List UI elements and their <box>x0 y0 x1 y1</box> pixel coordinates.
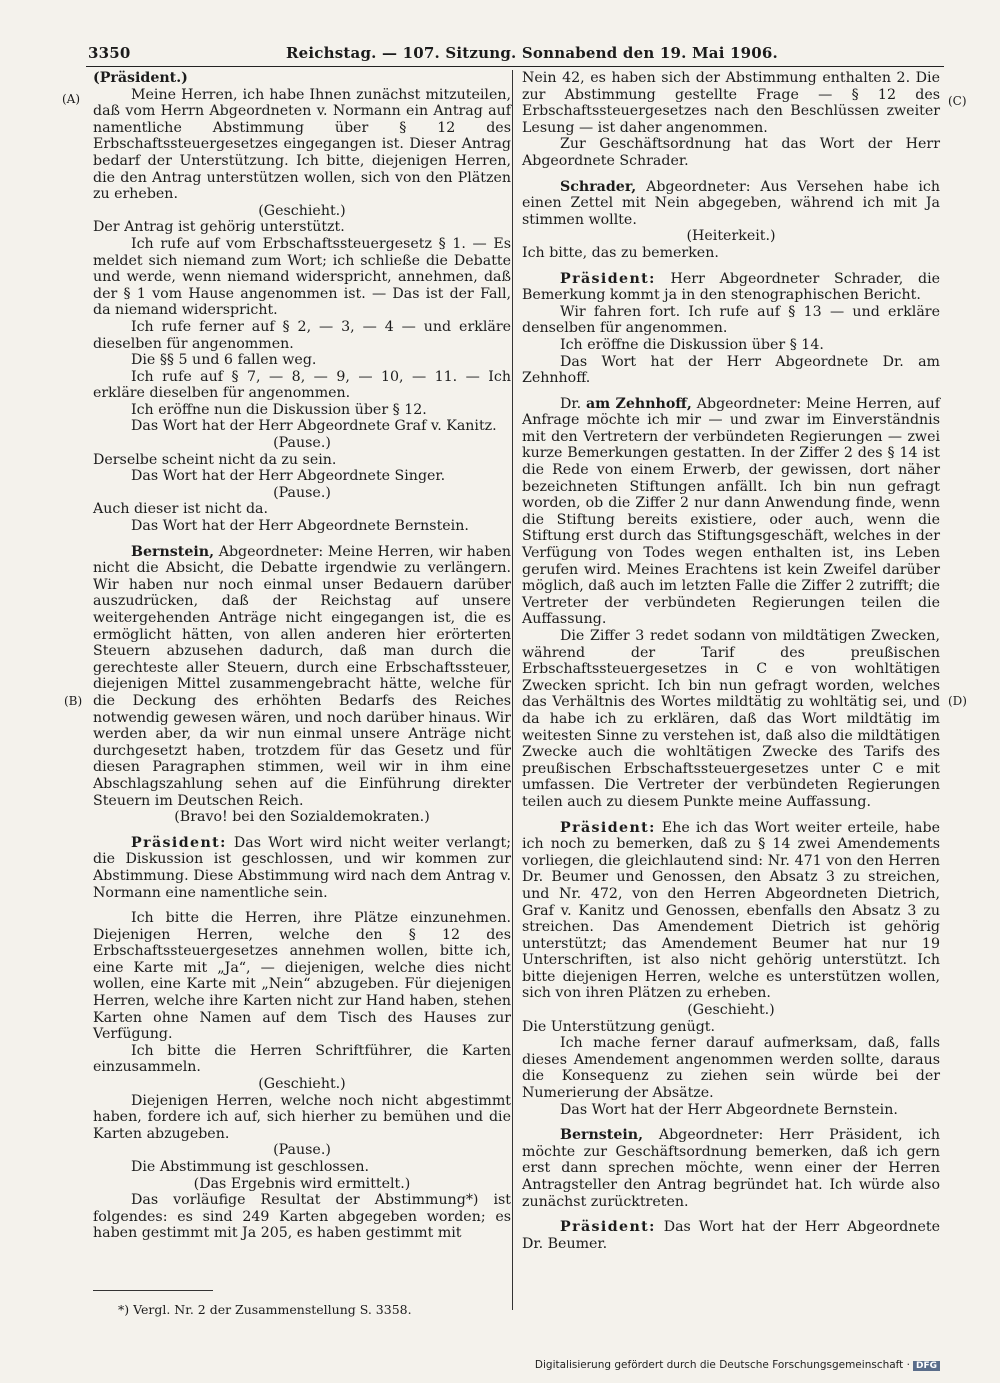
stage-direction: (Pause.) <box>273 1142 331 1159</box>
speech: Präsident: Herr Abgeordneter Schrader, die Bemerkung kommt ja in den stenographischen Bericht. <box>522 270 940 304</box>
paragraph: Ich eröffne die Diskussion über § 14. <box>560 336 824 353</box>
paragraph: Ich eröffne nun die Diskussion über § 12. <box>131 401 427 418</box>
paragraph: Das vorläufige Resultat der Abstimmung*) ist folgendes: es sind 249 Karten abgegeben worden; es haben gestimmt mit Ja 205, es haben gestimmt mit <box>93 1192 511 1242</box>
paragraph: Ich bitte die Herren, ihre Plätze einzunehmen. Diejenigen Herren, welche den § 12 des Erbschaftssteuergesetzes annehmen wollen, bitte ich, eine Karte mit „Ja“, — diejenigen, welche dies nicht wollen, eine Karte mit „Nein“ abzugeben. Für diejenigen Herren, welche ihre Karten nicht zur Hand haben, stehen Karten ohne Namen auf dem Tisch des Hauses zur Verfügung. <box>93 910 511 1043</box>
running-title: Reichstag. — 107. Sitzung. Sonnabend den 19. Mai 1906. <box>286 44 778 62</box>
speaker-name: Schrader, <box>560 178 637 195</box>
paragraph: Das Wort hat der Herr Abgeordnete Dr. am Zehnhoff. <box>522 353 940 387</box>
header-rule <box>86 66 944 67</box>
paragraph: Die Unterstützung genügt. <box>522 1018 715 1035</box>
paragraph: Wir fahren fort. Ich rufe auf § 13 — und erkläre denselben für angenommen. <box>522 303 940 337</box>
margin-letter-c: (C) <box>948 94 967 108</box>
speech: Bernstein, Abgeordneter: Meine Herren, wir haben nicht die Absicht, die Debatte irgendwie zu verlängern. Wir haben nur noch einmal unser Bedauern darüber auszudrücken, daß der Reichstag auf unsere weitergehenden Anträge nicht eingegangen ist, die es ermöglicht hätten, von allen anderen hier erörterten Steuern abzusehen dadurch, daß man durch die gerechteste aller Steuern, durch eine Erbschaftssteuer, diejenigen Mittel zusammengebracht hätte, welche für die Deckung des erhöhten Bedarfs des Reiches notwendig gewesen wären, und noch darüber hinaus. Wir werden aber, da wir nun einmal unsere Anträge nicht durchgesetzt haben, trotzdem für das Gesetz und für diesen Paragraphen stimmen, weil wir in ihm eine Abschlagszahlung sehen auf die Einführung direkter Steuern im Deutschen Reich. <box>93 543 511 809</box>
paragraph: Das Wort hat der Herr Abgeordnete Singer. <box>131 468 446 485</box>
paragraph: Zur Geschäftsordnung hat das Wort der Herr Abgeordnete Schrader. <box>522 136 940 169</box>
paragraph: Ich rufe auf vom Erbschaftssteuergesetz § 1. — Es meldet sich niemand zum Wort; ich schließe die Debatte und werde, wenn niemand widerspricht, annehmen, daß der § 1 vom Hause angenommen ist. — Das ist der Fall, da niemand widerspricht. <box>93 235 511 319</box>
paragraph: Die Abstimmung ist geschlossen. <box>131 1159 369 1175</box>
paragraph: Die §§ 5 und 6 fallen weg. <box>131 352 317 369</box>
stage-direction: (Geschieht.) <box>687 1002 775 1019</box>
margin-letter-b: (B) <box>64 694 83 708</box>
stage-direction: (Pause.) <box>273 484 331 501</box>
speaker-title: Dr. <box>560 395 582 412</box>
speech: Schrader, Abgeordneter: Aus Versehen habe ich einen Zettel mit Nein abgegeben, während ich mit Ja stimmen wollte. <box>522 178 940 228</box>
stage-direction: (Das Ergebnis wird ermittelt.) <box>193 1175 411 1192</box>
paragraph: Ich rufe auf § 7, — 8, — 9, — 10, — 11. — Ich erkläre dieselben für angenommen. <box>93 368 511 402</box>
page-number: 3350 <box>88 44 131 62</box>
dfg-logo-icon: DFG <box>913 1361 940 1371</box>
margin-letter-d: (D) <box>948 694 967 708</box>
stage-direction: (Geschieht.) <box>258 202 346 219</box>
speaker-name: Bernstein, <box>131 543 215 560</box>
speaker-name: am Zehnhoff, <box>585 395 692 412</box>
stage-direction: (Pause.) <box>273 435 331 452</box>
stage-direction: (Geschieht.) <box>258 1076 346 1093</box>
speaker-name: Bernstein, <box>560 1127 644 1144</box>
credit-text: Digitalisierung gefördert durch die Deutsche Forschungsgemeinschaft · <box>534 1359 910 1371</box>
speech: Präsident: Ehe ich das Wort weiter erteile, habe ich noch zu bemerken, daß zu § 14 zwei Amendements vorliegen, die gleichlautend sind: Nr. 471 von den Herren Dr. Beumer und Genossen, den Absatz 3 zu streichen, und Nr. 472, von den Herren Abgeordneten Dietrich, Graf v. Kanitz und Genossen, ebenfalls den Absatz 3 zu streichen. Das Amendement Dietrich ist gehörig unterstützt; das Amendement Beumer hat nur 19 Unterschriften, ist also nicht gehörig unterstützt. Ich bitte diejenigen Herren, welche es unterstützen wollen, sich von ihren Plätzen zu erheben. <box>522 819 940 1002</box>
speaker-name: Präsident: <box>131 834 227 851</box>
speech: Dr. am Zehnhoff, Abgeordneter: Meine Herren, auf Anfrage möchte ich mir — und zwar im Einverständnis mit den Vertretern der verbündeten Regierungen — zwei kurze Bemerkungen gestatten. In der Ziffer 2 des § 14 ist die Rede von einem Erwerb, der gewissen, dort näher bezeichneten Stiftungen anfällt. Ich bin nun gefragt worden, ob die Ziffer 2 nur dann Anwendung finde, wenn die Stiftung bereits existiere, oder auch, wenn die Stiftung erst durch das Stiftungsgeschäft, welches in der Verfügung von Todes wegen enthalten ist, ins Leben gerufen wird. Meines Erachtens ist kein Zweifel darüber möglich, daß auch im letzten Falle die Ziffer 2 zutrifft; die Vertreter der verbündeten Regierungen teilen die Auffassung. <box>522 395 940 628</box>
column-divider <box>512 70 513 1310</box>
speaker-name: Präsident: <box>560 1219 656 1236</box>
paragraph: Das Wort hat der Herr Abgeordnete Bernstein. <box>131 518 469 535</box>
stage-direction: (Heiterkeit.) <box>686 228 776 245</box>
paragraph: Auch dieser ist nicht da. <box>93 501 269 518</box>
left-column <box>93 70 511 1242</box>
digitization-credit <box>535 1359 940 1371</box>
speaker-name: Präsident: <box>560 819 656 836</box>
speech: Bernstein, Abgeordneter: Herr Präsident, ich möchte zur Geschäftsordnung bemerken, daß ich gern erst dann sprechen möchte, wenn einer der Herren Antragsteller den Antrag begründet hat. Ich würde also zunächst zurücktreten. <box>522 1127 940 1210</box>
speech: Präsident: Das Wort hat der Herr Abgeordnete Dr. Beumer. <box>522 1219 940 1252</box>
speaker-name: Präsident: <box>560 270 656 287</box>
running-head: (Präsident.) <box>93 70 188 86</box>
paragraph: Diejenigen Herren, welche noch nicht abgestimmt haben, fordere ich auf, sich hierher zu bemühen und die Karten abzugeben. <box>93 1092 511 1142</box>
paragraph: Ich bitte die Herren Schriftführer, die Karten einzusammeln. <box>93 1042 511 1076</box>
footnote-rule <box>93 1290 213 1291</box>
paragraph: Ich rufe ferner auf § 2, — 3, — 4 — und erkläre dieselben für angenommen. <box>93 318 511 352</box>
paragraph: Das Wort hat der Herr Abgeordnete Graf v. Kanitz. <box>131 418 497 435</box>
paragraph: Derselbe scheint nicht da zu sein. <box>93 451 337 468</box>
paragraph: Ich mache ferner darauf aufmerksam, daß, falls dieses Amendement angenommen werden sollte, daraus die Konsequenz zu ziehen sein würde bei der Numerierung der Absätze. <box>522 1035 940 1102</box>
paragraph: Meine Herren, ich habe Ihnen zunächst mitzuteilen, daß vom Herrn Abgeordneten v. Normann ein Antrag auf namentliche Abstimmung über § 12 des Erbschaftssteuergesetzes eingegangen ist. Dieser Antrag bedarf der Unterstützung. Ich bitte, diejenigen Herren, die den Antrag unterstützen wollen, sich von den Plätzen zu erheben. <box>93 86 511 203</box>
footnote: *) Vergl. Nr. 2 der Zusammenstellung S. 3358. <box>118 1302 412 1317</box>
right-column <box>522 70 940 1252</box>
paragraph: Das Wort hat der Herr Abgeordnete Bernstein. <box>560 1101 898 1118</box>
stage-direction: (Bravo! bei den Sozialdemokraten.) <box>174 809 430 826</box>
paragraph: Ich bitte, das zu bemerken. <box>522 244 719 261</box>
paragraph: Die Ziffer 3 redet sodann von mildtätigen Zwecken, während der Tarif des preußischen Erbschaftssteuergesetzes in C e von wohltätigen Zwecken spricht. Ich bin nun gefragt worden, welches das Verhältnis des Wortes mildtätig zu wohltätig sei, und da habe ich zu erklären, daß das Wort mildtätig im weitesten Sinne zu verstehen ist, daß also die mildtätigen Zwecke auch die wohltätigen Zwecke des Tarifs des preußischen Erbschaftssteuergesetzes unter C e mit umfassen. Die Vertreter der verbündeten Regierungen teilen auch zu diesem Punkte meine Auffassung. <box>522 628 940 810</box>
margin-letter-a: (A) <box>62 92 81 106</box>
speech: Präsident: Das Wort wird nicht weiter verlangt; die Diskussion ist geschlossen, und wir kommen zur Abstimmung. Diese Abstimmung wird nach dem Antrag v. Normann eine namentliche sein. <box>93 834 511 901</box>
paragraph: Nein 42, es haben sich der Abstimmung enthalten 2. Die zur Abstimmung gestellte Frage — § 12 des Erbschaftssteuergesetzes nach den Beschlüssen zweiter Lesung — ist daher angenommen. <box>522 70 940 136</box>
paragraph: Der Antrag ist gehörig unterstützt. <box>93 219 345 236</box>
